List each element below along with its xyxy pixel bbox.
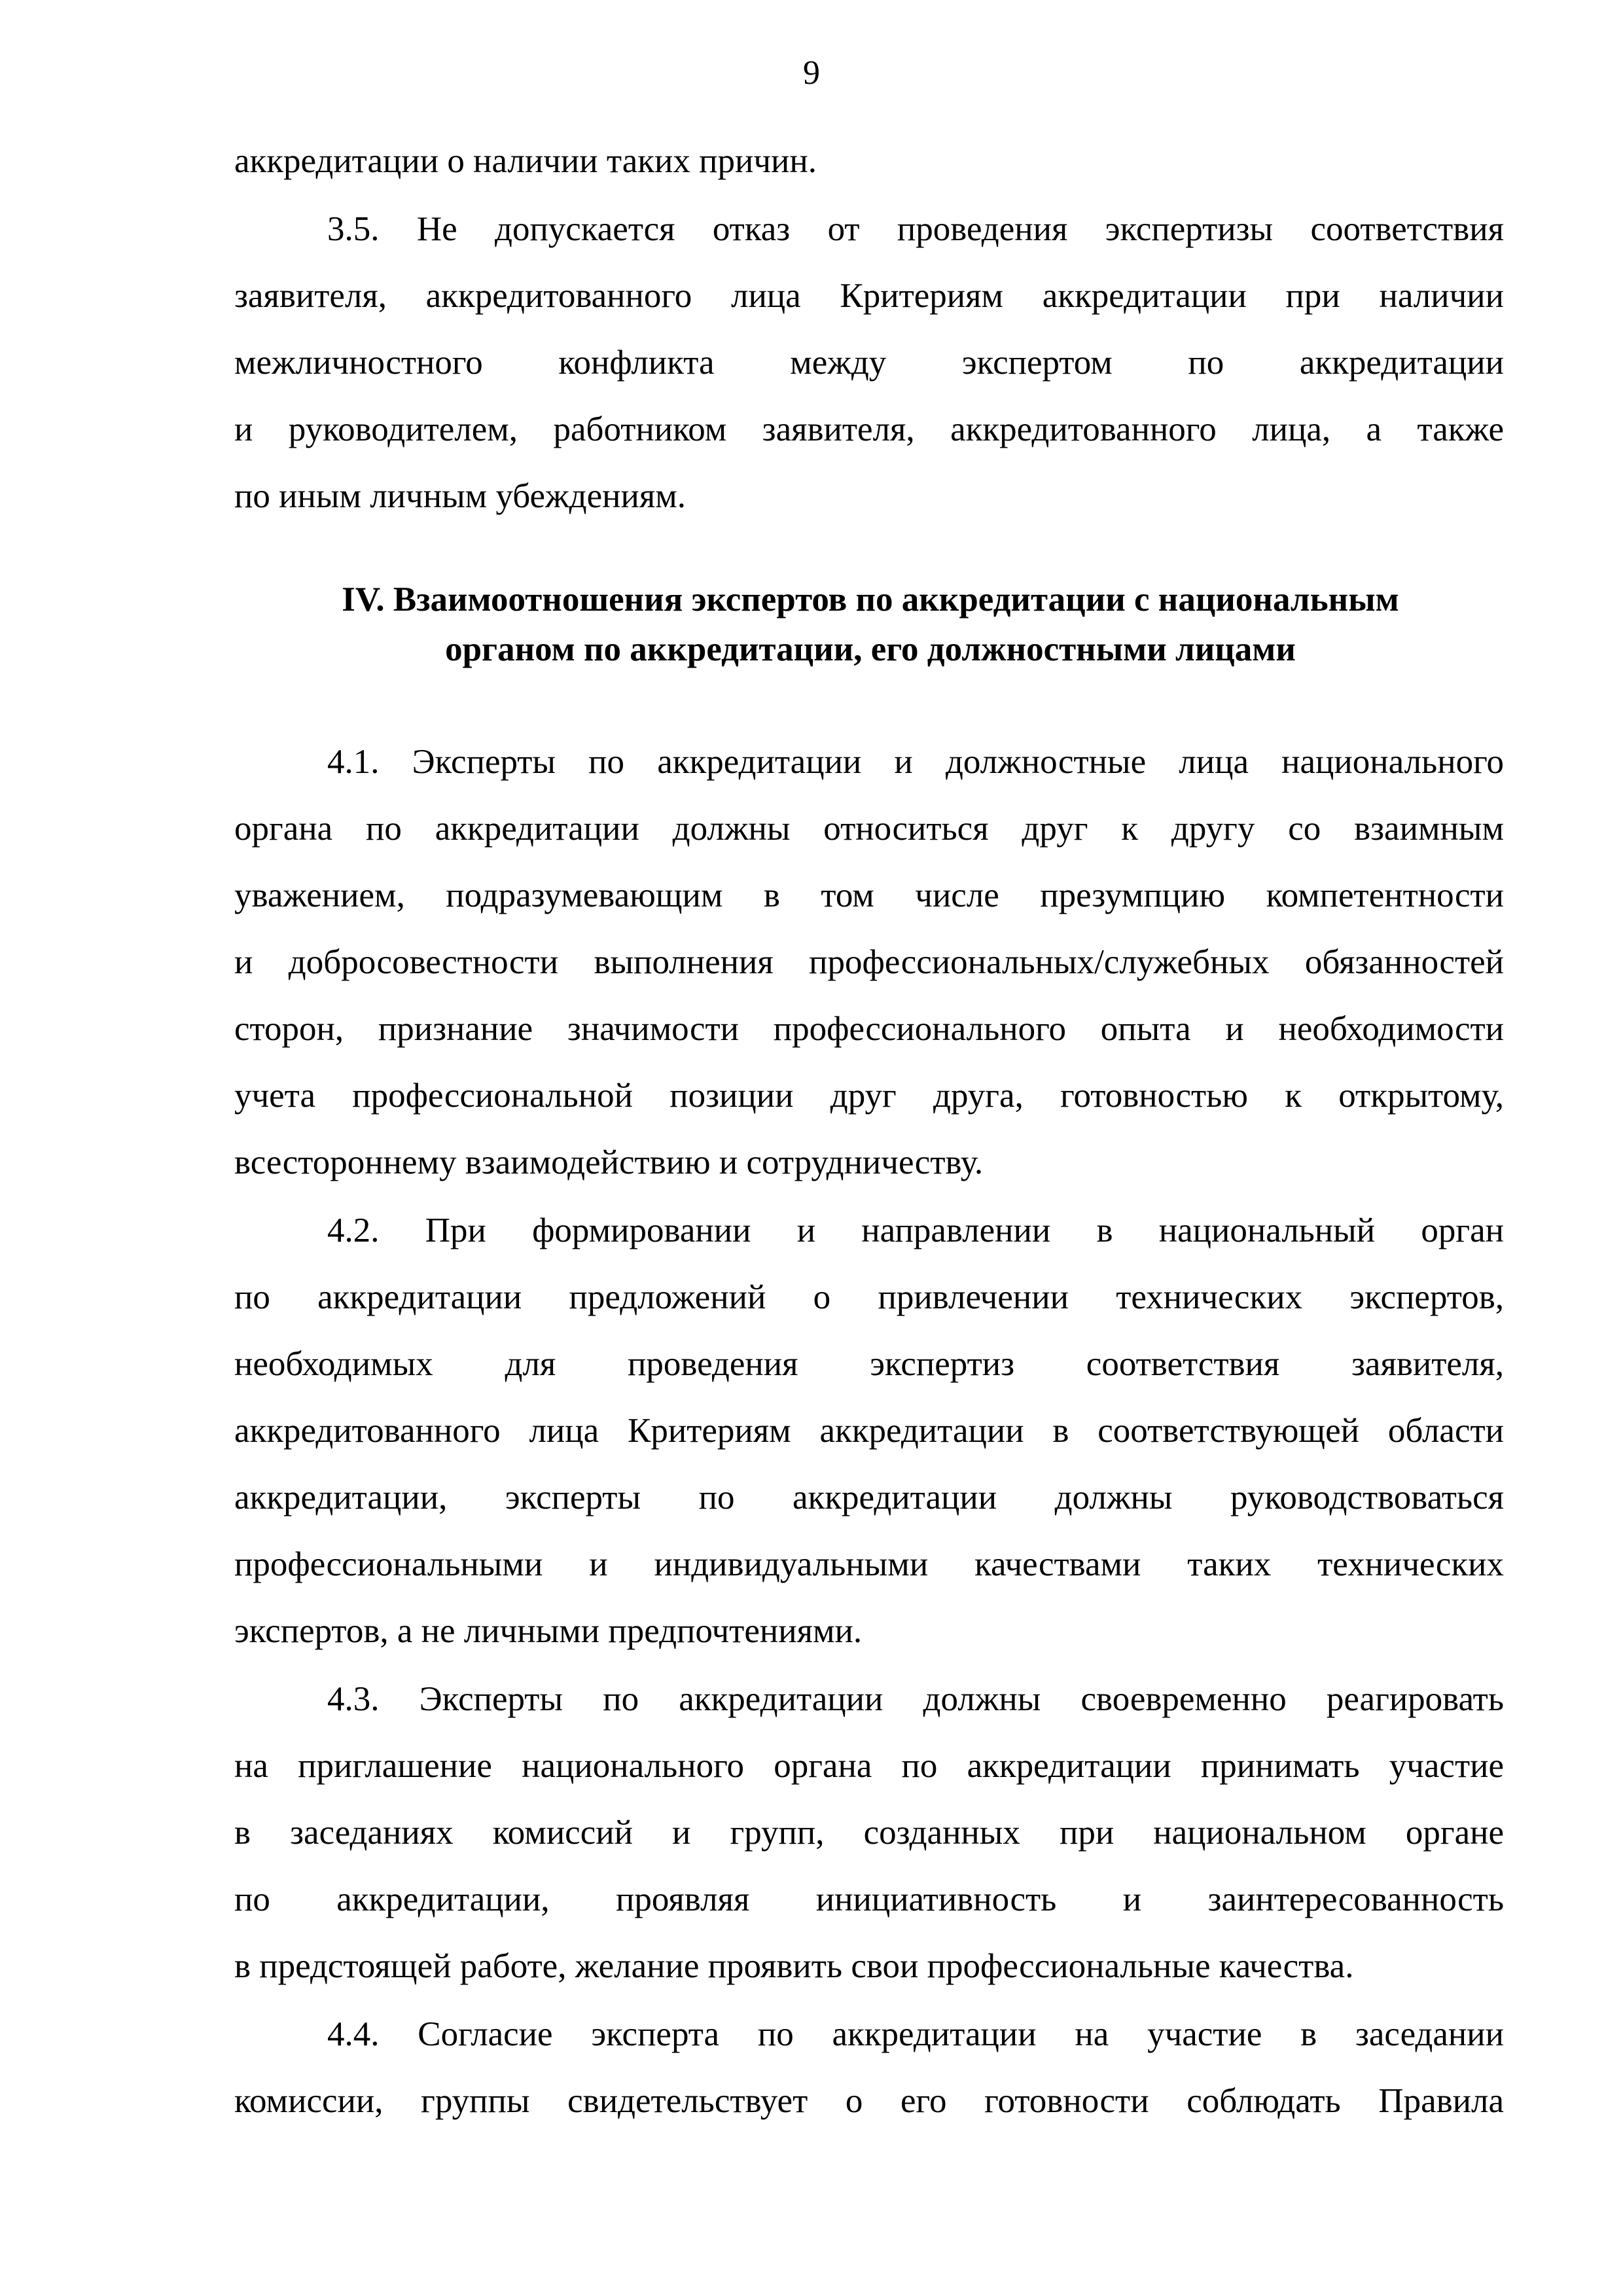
text-line: необходимых для проведения экспертиз соответствия заявителя,	[234, 1345, 1504, 1383]
text-line: всестороннему взаимодействию и сотрудничеству.	[234, 1143, 984, 1181]
text-line: межличностного конфликта между экспертом по аккредитации	[234, 344, 1504, 382]
text-line: на приглашение национального органа по аккредитации принимать участие	[234, 1747, 1504, 1785]
text-line: экспертов, а не личными предпочтениями.	[234, 1612, 863, 1650]
text-line: сторон, признание значимости профессионального опыта и необходимости	[234, 1010, 1504, 1048]
text-line: комиссии, группы свидетельствует о его готовности соблюдать Правила	[234, 2082, 1504, 2120]
text-line: и руководителем, работником заявителя, аккредитованного лица, а также	[234, 410, 1504, 448]
text-line: в заседаниях комиссий и групп, созданных при национальном органе	[234, 1814, 1504, 1852]
text-line: в предстоящей работе, желание проявить свои профессиональные качества.	[234, 1947, 1354, 1985]
text-line: аккредитованного лица Критериям аккредитации в соответствующей области	[234, 1412, 1504, 1450]
text-line: 4.1. Эксперты по аккредитации и должностные лица национального	[327, 743, 1504, 781]
text-line: аккредитации о наличии таких причин.	[234, 142, 817, 180]
text-line: уважением, подразумевающим в том числе презумпцию компетентности	[234, 876, 1504, 914]
text-line: по аккредитации, проявляя инициативность и заинтересованность	[234, 1880, 1504, 1918]
text-line: 4.4. Согласие эксперта по аккредитации на участие в заседании	[327, 2015, 1504, 2053]
section-heading-line-2: органом по аккредитации, его должностными лицами	[445, 630, 1296, 668]
text-line: и добросовестности выполнения профессиональных/служебных обязанностей	[234, 943, 1504, 981]
text-line: 3.5. Не допускается отказ от проведения экспертизы соответствия	[327, 210, 1504, 248]
text-line: по иным личным убеждениям.	[234, 477, 687, 515]
page-number: 9	[803, 54, 820, 92]
text-line: по аккредитации предложений о привлечении технических экспертов,	[234, 1278, 1504, 1316]
text-line: органа по аккредитации должны относиться друг к другу со взаимным	[234, 810, 1504, 848]
text-line: 4.3. Эксперты по аккредитации должны своевременно реагировать	[327, 1680, 1504, 1718]
text-line: учета профессиональной позиции друг друга, готовностью к открытому,	[234, 1077, 1504, 1115]
text-line: 4.2. При формировании и направлении в национальный орган	[327, 1211, 1504, 1249]
text-line: заявителя, аккредитованного лица Критериям аккредитации при наличии	[234, 277, 1504, 315]
section-heading-line-1: IV. Взаимоотношения экспертов по аккредитации с национальным	[342, 581, 1399, 619]
text-line: профессиональными и индивидуальными качествами таких технических	[234, 1545, 1504, 1583]
text-line: аккредитации, эксперты по аккредитации должны руководствоваться	[234, 1479, 1504, 1516]
